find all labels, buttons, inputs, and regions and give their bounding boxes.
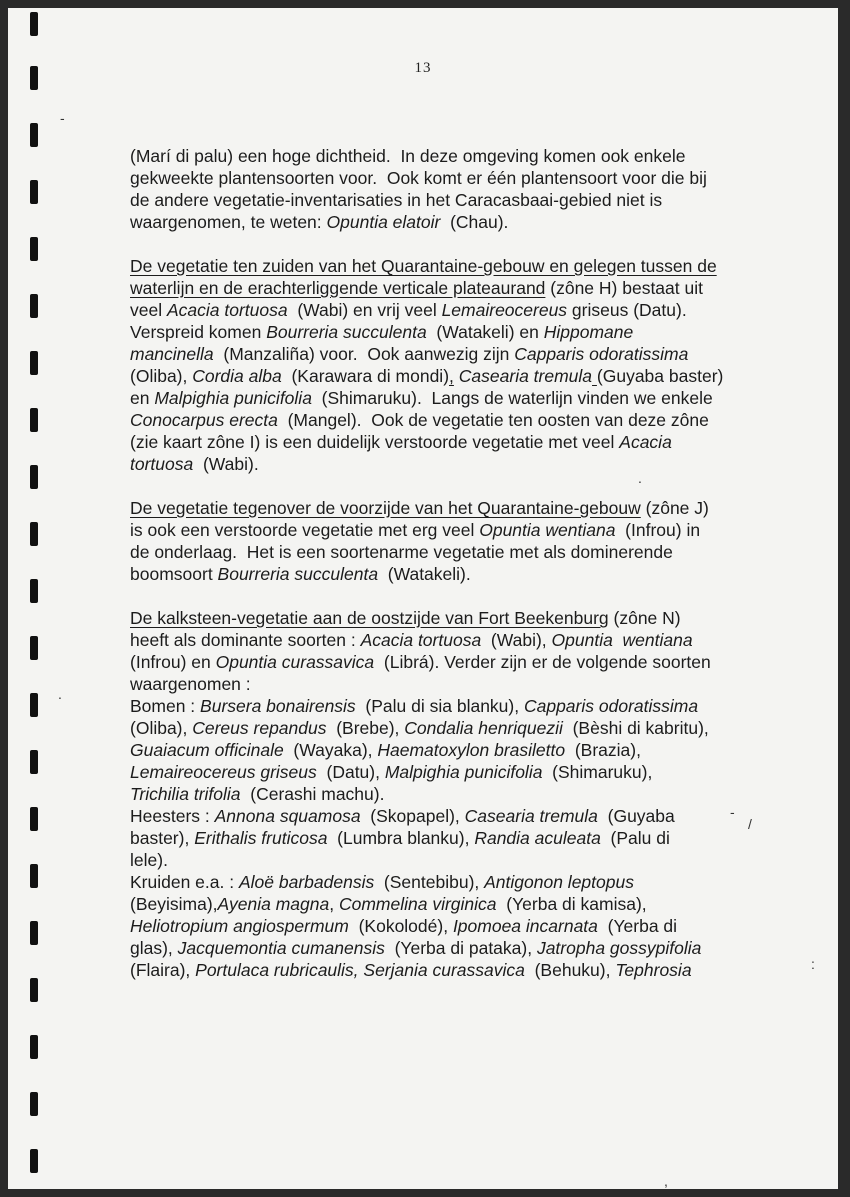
text-run: (Brebe), <box>326 718 405 738</box>
text-line <box>130 717 802 739</box>
species-name: Cereus repandus <box>192 718 327 738</box>
species-name: Bursera bonairensis <box>200 696 356 716</box>
text-run: (Yerba di kamisa), <box>496 894 647 914</box>
text-run: waargenomen : <box>130 674 251 694</box>
species-name: Haematoxylon brasiletto <box>377 740 566 760</box>
section-heading-text: De kalksteen-vegetatie aan de oostzijde van Fort Beekenburg <box>130 608 609 628</box>
text-run: , <box>329 894 339 914</box>
text-run: (Oliba), <box>130 366 193 386</box>
binding-hole <box>30 465 38 489</box>
scan-speck: : <box>811 956 815 972</box>
species-name: Acacia tortuosa <box>166 300 288 320</box>
binding-hole <box>30 180 38 204</box>
species-name: Acacia <box>619 432 672 452</box>
species-name: Cordia alba <box>192 366 282 386</box>
paragraph <box>130 497 802 585</box>
binding-hole <box>30 978 38 1002</box>
binding-hole <box>30 408 38 432</box>
species-name: Ayenia magna <box>217 894 330 914</box>
text-run: (Datu), <box>316 762 385 782</box>
text-run: (Oliba), <box>130 718 193 738</box>
species-name: Capparis odoratissima <box>514 344 689 364</box>
species-name: Opuntia wentiana <box>479 520 616 540</box>
species-name: Hippomane <box>543 322 634 342</box>
text-run: Verspreid komen <box>130 322 267 342</box>
species-name: Opuntia wentiana <box>551 630 693 650</box>
text-run: griseus (Datu). <box>567 300 687 320</box>
text-line <box>130 915 802 937</box>
species-name: Bourreria succulenta <box>217 564 379 584</box>
binding-hole <box>30 123 38 147</box>
binding-hole <box>30 864 38 888</box>
text-run: (Marí di palu) een hoge dichtheid. In deze omgeving komen ook enkele <box>130 146 686 166</box>
text-line <box>130 607 802 629</box>
text-line <box>130 453 802 475</box>
species-name: Conocarpus erecta <box>130 410 278 430</box>
species-name: Tephrosia <box>615 960 692 980</box>
text-run: (Manzaliña) voor. Ook aanwezig zijn <box>213 344 515 364</box>
text-run: (zie kaart zône I) is een duidelijk verstoorde vegetatie met veel <box>130 432 620 452</box>
text-run: (Sentebibu), <box>374 872 485 892</box>
text-line <box>130 431 802 453</box>
paragraph <box>130 607 802 981</box>
binding-hole <box>30 351 38 375</box>
text-line <box>130 739 802 761</box>
text-line <box>130 321 802 343</box>
species-name: Erithalis fruticosa <box>194 828 328 848</box>
paragraph <box>130 255 802 475</box>
text-line <box>130 937 802 959</box>
species-name: Acacia tortuosa <box>360 630 482 650</box>
binding-hole <box>30 237 38 261</box>
species-name: Antigonon leptopus <box>484 872 634 892</box>
text-run: (Librá). Verder zijn er de volgende soorten <box>374 652 711 672</box>
text-run: (Wabi) en vrij veel <box>287 300 442 320</box>
text-line <box>130 827 802 849</box>
text-run: (Brazia), <box>565 740 641 760</box>
text-line <box>130 805 802 827</box>
binding-hole <box>30 807 38 831</box>
text-run: Bomen : <box>130 696 201 716</box>
binding-hole <box>30 921 38 945</box>
text-line <box>130 365 802 387</box>
species-name: Capparis odoratissima <box>523 696 699 716</box>
text-run: (Shimaruku). Langs de waterlijn vinden we enkele <box>311 388 713 408</box>
text-run: (Bèshi di kabritu), <box>562 718 709 738</box>
text-line <box>130 849 802 871</box>
text-run: heeft als dominante soorten : <box>130 630 361 650</box>
text-run: (Wayaka), <box>283 740 378 760</box>
species-name: Commelina virginica <box>338 894 497 914</box>
text-run: (Behuku), <box>524 960 616 980</box>
scan-speck: . <box>638 470 642 486</box>
species-name: Trichilia trifolia <box>130 784 241 804</box>
species-name: Malpighia punicifolia <box>154 388 312 408</box>
text-run: boomsoort <box>130 564 218 584</box>
scan-speck: . <box>58 686 62 702</box>
text-run: is ook een verstoorde vegetatie met erg veel <box>130 520 480 540</box>
text-run: (Karawara di mondi) <box>281 366 450 386</box>
text-line <box>130 651 802 673</box>
text-run: de andere vegetatie-inventarisaties in het Caracasbaai-gebied niet is <box>130 190 663 210</box>
species-name: Condalia henriquezii <box>404 718 563 738</box>
scan-speck: / <box>748 816 752 832</box>
binding-hole <box>30 1149 38 1173</box>
text-run: veel <box>130 300 167 320</box>
text-line <box>130 211 802 233</box>
text-line <box>130 959 802 981</box>
binding-hole <box>30 294 38 318</box>
species-name: Opuntia elatoir <box>326 212 441 232</box>
body-text <box>130 145 802 1003</box>
text-run: gekweekte plantensoorten voor. Ook komt er één plantensoort voor die bij <box>130 168 707 188</box>
text-line <box>130 497 802 519</box>
section-heading-text: De vegetatie tegenover de voorzijde van het Quarantaine-gebouw <box>130 498 641 518</box>
species-name: Heliotropium angiospermum <box>130 916 349 936</box>
species-name: Jatropha gossypifolia <box>536 938 702 958</box>
species-name: Bourreria succulenta <box>266 322 427 342</box>
text-run: (Beyisima), <box>130 894 218 914</box>
text-run: (Watakeli) en <box>426 322 544 342</box>
text-run: (Guyaba baster) <box>596 366 724 386</box>
species-name: Ipomoea incarnata <box>452 916 598 936</box>
species-name: Annona squamosa <box>214 806 361 826</box>
text-line <box>130 299 802 321</box>
text-run: (zône N) <box>608 608 681 628</box>
text-run: (Skopapel), <box>360 806 465 826</box>
text-run: Heesters : <box>130 806 215 826</box>
text-line <box>130 189 802 211</box>
text-line <box>130 629 802 651</box>
text-run: (Lumbra blanku), <box>327 828 475 848</box>
scan-speck: , <box>664 1173 668 1189</box>
text-run: (Infrou) en <box>130 652 216 672</box>
text-line <box>130 145 802 167</box>
text-line <box>130 563 802 585</box>
text-run: (Guyaba <box>597 806 675 826</box>
text-run: (Wabi), <box>481 630 552 650</box>
species-name: Casearia tremula <box>464 806 598 826</box>
species-name: Randia aculeata <box>474 828 601 848</box>
text-run: (Yerba di <box>597 916 678 936</box>
text-run: (Watakeli). <box>378 564 471 584</box>
species-name: Guaiacum officinale <box>130 740 284 760</box>
binding-hole <box>30 1092 38 1116</box>
text-run: de onderlaag. Het is een soortenarme vegetatie met als dominerende <box>130 542 673 562</box>
spiral-binding <box>8 8 48 1189</box>
binding-hole <box>30 12 38 36</box>
species-name: Casearia tremula <box>458 366 593 386</box>
text-run: (Yerba di pataka), <box>384 938 537 958</box>
text-line <box>130 519 802 541</box>
binding-hole <box>30 693 38 717</box>
document-page <box>8 8 838 1189</box>
species-name: mancinella <box>130 344 214 364</box>
text-run: (Infrou) in <box>615 520 701 540</box>
text-line <box>130 871 802 893</box>
species-name: Malpighia punicifolia <box>384 762 543 782</box>
text-line <box>130 541 802 563</box>
section-heading-text: De vegetatie ten zuiden van het Quarantaine-gebouw en gelegen tussen de <box>130 256 717 276</box>
text-run: waargenomen, te weten: <box>130 212 327 232</box>
scan-speck: - <box>730 804 735 820</box>
text-line <box>130 409 802 431</box>
species-name: Opuntia curassavica <box>215 652 375 672</box>
species-name: Portulaca rubricaulis, Serjania curassavica <box>195 960 525 980</box>
text-run: (Palu di <box>600 828 670 848</box>
text-line <box>130 387 802 409</box>
binding-hole <box>30 1035 38 1059</box>
text-run: (Cerashi machu). <box>240 784 385 804</box>
section-heading-text: waterlijn en de erachterliggende verticale plateaurand <box>130 278 546 298</box>
text-run: (Flaira), <box>130 960 196 980</box>
page-number: 13 <box>414 60 432 76</box>
scan-speck: - <box>60 110 65 126</box>
species-name: Lemaireocereus griseus <box>130 762 317 782</box>
text-run: (Chau). <box>440 212 509 232</box>
text-line <box>130 783 802 805</box>
text-run: glas), <box>130 938 178 958</box>
text-run: (zône H) bestaat uit <box>545 278 703 298</box>
species-name: Lemaireocereus <box>441 300 568 320</box>
text-line <box>130 893 802 915</box>
binding-hole <box>30 522 38 546</box>
text-run: (Mangel). Ook de vegetatie ten oosten van deze zône <box>277 410 709 430</box>
text-run: baster), <box>130 828 195 848</box>
binding-hole <box>30 579 38 603</box>
species-name: Jacquemontia cumanensis <box>177 938 385 958</box>
text-line <box>130 761 802 783</box>
binding-hole <box>30 636 38 660</box>
text-run: lele). <box>130 850 168 870</box>
text-run: Kruiden e.a. : <box>130 872 239 892</box>
text-line <box>130 695 802 717</box>
text-run: en <box>130 388 155 408</box>
text-run: (Shimaruku), <box>542 762 653 782</box>
text-run: (Wabi). <box>193 454 259 474</box>
species-name: Aloë barbadensis <box>238 872 375 892</box>
text-run: (zône J) <box>640 498 709 518</box>
text-run: (Kokolodé), <box>348 916 453 936</box>
text-line <box>130 673 802 695</box>
text-line <box>130 343 802 365</box>
text-run: (Palu di sia blanku), <box>355 696 524 716</box>
section-heading-text: , <box>449 366 454 386</box>
text-line <box>130 277 802 299</box>
text-line <box>130 167 802 189</box>
binding-hole <box>30 750 38 774</box>
text-line <box>130 255 802 277</box>
species-name: tortuosa <box>130 454 194 474</box>
paragraph <box>130 145 802 233</box>
